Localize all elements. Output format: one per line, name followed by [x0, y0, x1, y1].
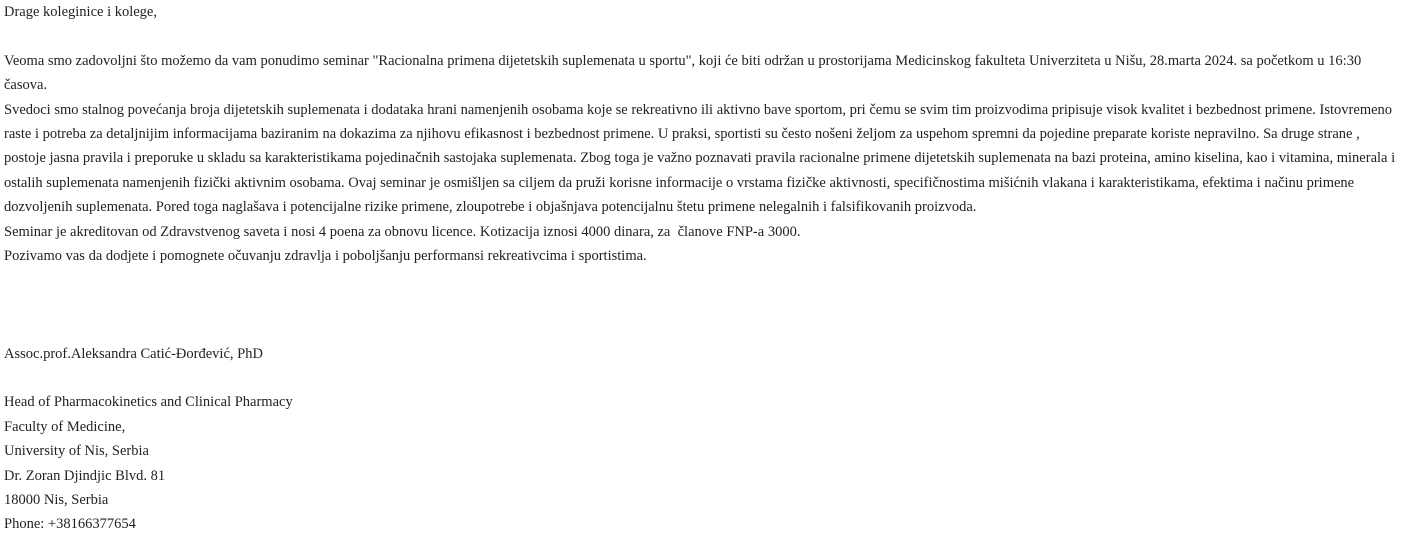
signature-name: Assoc.prof.Aleksandra Catić-Đorđević, PhD [4, 345, 263, 362]
spacer [4, 317, 1404, 341]
signature-phone: Phone: +38166377654 [4, 516, 136, 533]
signature-block [4, 342, 1404, 537]
signature-position: Head of Pharmacokinetics and Clinical Pharmacy [4, 394, 293, 411]
greeting: Drage koleginice i kolege, [4, 4, 157, 20]
spacer [4, 268, 1404, 317]
description-paragraph: Svedoci smo stalnog povećanja broja dijetetskih suplemenata i dodataka hrani namenjenih osobama koje se rekreativno ili aktivno bave sportom, pri čemu se svim tim proizvodima pripisuje visok kvalitet i bezbednost primene. Istovremeno raste i potreba za detaljnijim informacijama baziranim na dokazima za njihovu efikasnost i bezbednost primene. U praksi, sportisti su često nošeni željom za uspehom spremni da pojedine preparate koriste nepravilno. Sa druge strane , postoje jasna pravila i preporuke u skladu sa karakteristikama pojedinačnih sastojaka suplemenata. Zbog toga je važno poznavati pravila racionalne primene dijetetskih suplemenata na bazi proteina, amino kiselina, kao i vitamina, minerala i ostalih suplemenata namenjenih fizički aktivnim osobama. Ovaj seminar je osmišljen sa ciljem da pruži korisne informacije o vrstama fizičke aktivnosti, specifičnostima mišićnih vlakana i karakteristikama, efektima i načinu primene dozvoljenih suplemenata. Pored toga naglašava i potencijalne rizike primene, zloupotrebe i objašnjava potencijalnu štetu primene nelegalnih i falsifikovanih proizvoda. [4, 101, 1399, 216]
signature-city: 18000 Nis, Serbia [4, 492, 109, 509]
invitation-paragraph: Pozivamo vas da dodjete i pomognete očuvanju zdravlja i poboljšanju performansi rekreativcima i sportistima. [4, 248, 647, 265]
signature-faculty: Faculty of Medicine, [4, 418, 126, 435]
spacer [4, 24, 1404, 48]
intro-paragraph: Veoma smo zadovoljni što možemo da vam ponudimo seminar "Racionalna primena dijetetskih suplemenata u sportu", koji će biti održan u prostorijama Medicinskog fakulteta Univerziteta u Nišu, 28.marta 2024. sa početkom u 16:30 časova. [4, 52, 1365, 94]
accreditation-paragraph: Seminar je akreditovan od Zdravstvenog saveta i nosi 4 poena za obnovu licence. Kotizacija iznosi 4000 dinara, za članove FNP-a 3000. [4, 223, 801, 240]
signature-university: University of Nis, Serbia [4, 443, 149, 460]
spacer [4, 366, 1404, 390]
signature-street: Dr. Zoran Djindjic Blvd. 81 [4, 467, 166, 484]
